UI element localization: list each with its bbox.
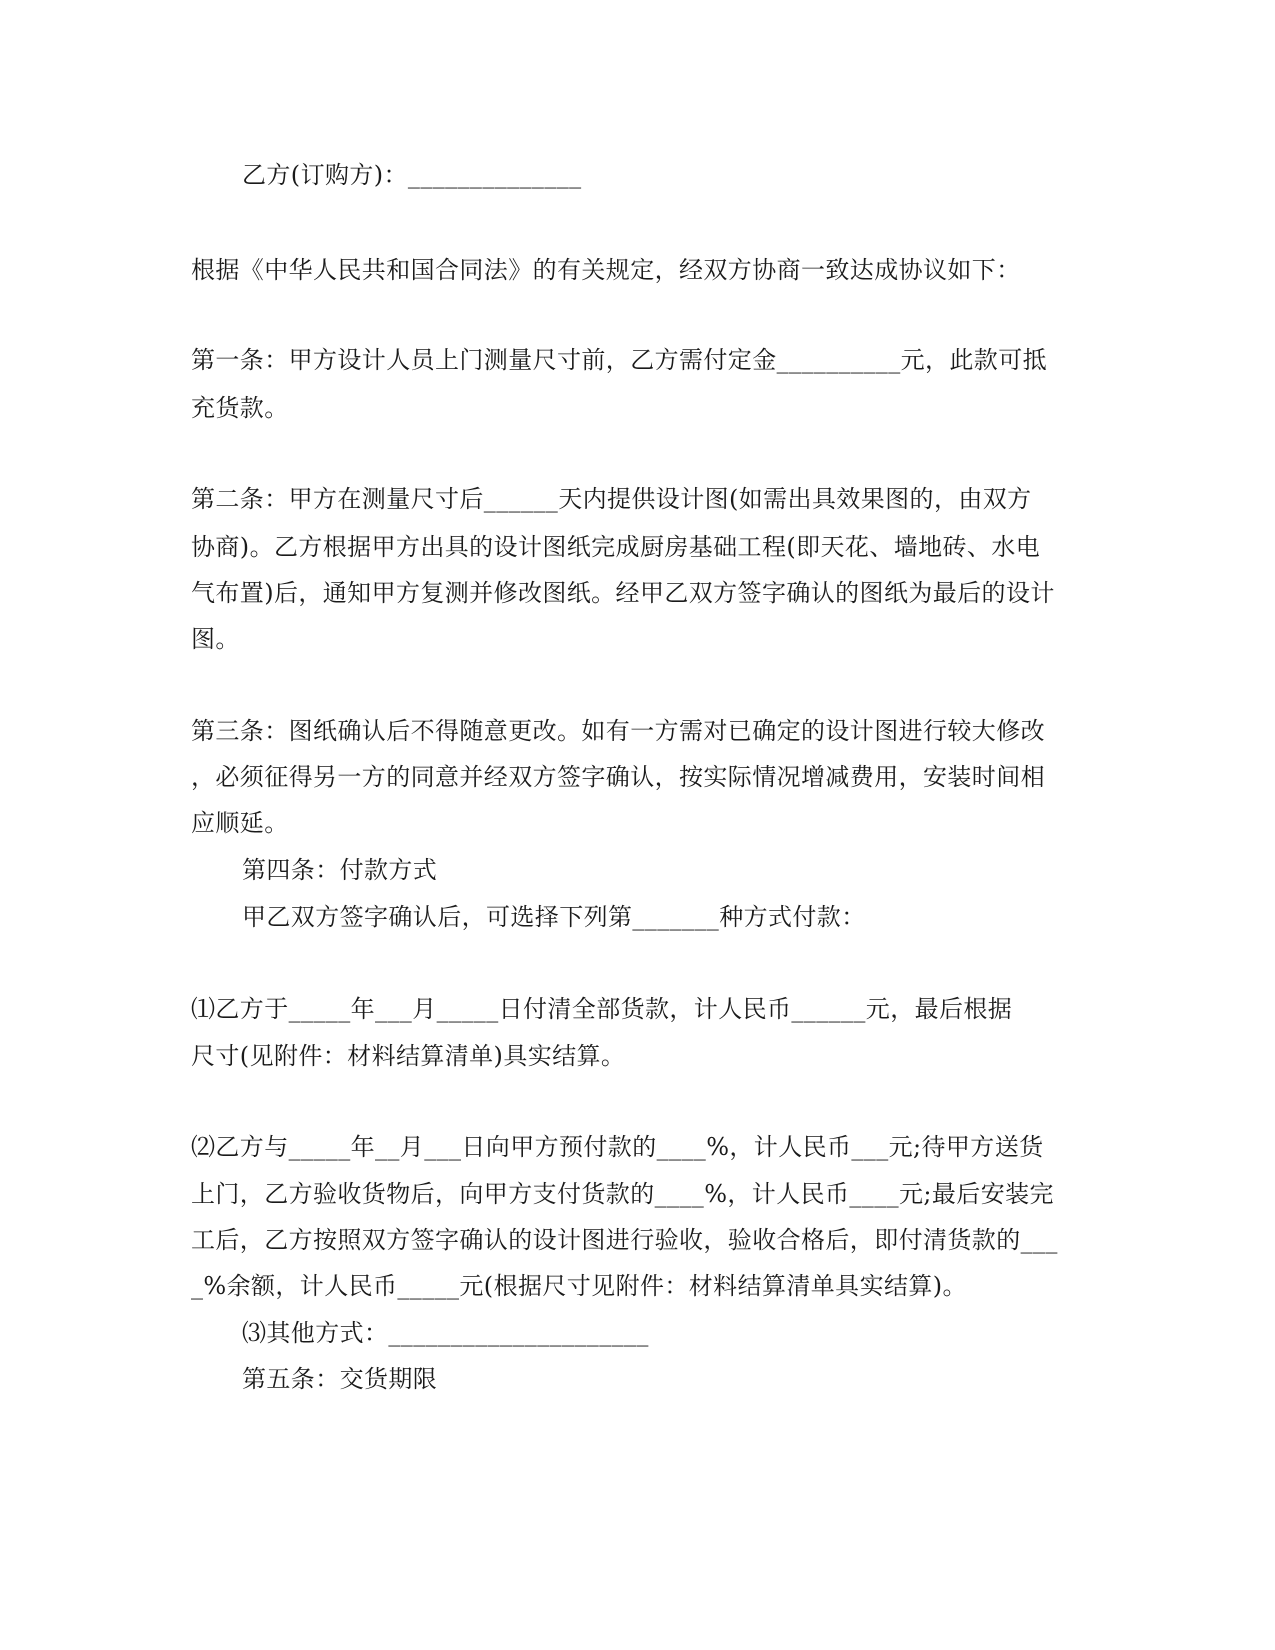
article-4-intro: 甲乙双方签字确认后，可选择下列第_______种方式付款： [242, 903, 866, 931]
preamble-paragraph: 根据《中华人民共和国合同法》的有关规定，经双方协商一致达成协议如下： [191, 256, 1021, 284]
option-1-line-2: 尺寸(见附件：材料结算清单)具实结算。 [191, 1042, 626, 1070]
option-2-line-4: _%余额，计人民币_____元(根据尺寸见附件：材料结算清单具实结算)。 [191, 1272, 967, 1300]
party-b-line: 乙方(订购方)：______________ [242, 161, 582, 189]
option-3-line: ⑶其他方式：_____________________ [242, 1319, 649, 1347]
option-2-line-2: 上门，乙方验收货物后，向甲方支付货款的____%，计人民币____元;最后安装完 [191, 1180, 1054, 1208]
article-2-line-4: 图。 [191, 625, 240, 653]
option-2-line-3: 工后，乙方按照双方签字确认的设计图进行验收，验收合格后，即付清货款的___ [191, 1226, 1058, 1254]
article-2-line-2: 协商)。乙方根据甲方出具的设计图纸完成厨房基础工程(即天花、墙地砖、水电 [191, 533, 1041, 561]
article-2-line-3: 气布置)后，通知甲方复测并修改图纸。经甲乙双方签字确认的图纸为最后的设计 [191, 579, 1055, 607]
article-2-line-1: 第二条：甲方在测量尺寸后______天内提供设计图(如需出具效果图的，由双方 [191, 485, 1032, 513]
article-1-line-2: 充货款。 [191, 394, 289, 422]
article-3-line-2: ，必须征得另一方的同意并经双方签字确认，按实际情况增减费用，安装时间相 [191, 763, 1045, 791]
option-1-line-1: ⑴乙方于_____年___月_____日付清全部货款，计人民币______元，最后根据 [191, 995, 1013, 1023]
article-5-title: 第五条：交货期限 [242, 1365, 438, 1393]
article-4-title: 第四条：付款方式 [242, 856, 438, 884]
article-3-line-3: 应顺延。 [191, 809, 289, 837]
article-1-line-1: 第一条：甲方设计人员上门测量尺寸前，乙方需付定金__________元，此款可抵 [191, 346, 1047, 374]
option-2-line-1: ⑵乙方与_____年__月___日向甲方预付款的____%，计人民币___元;待甲方送货 [191, 1133, 1044, 1161]
article-3-line-1: 第三条：图纸确认后不得随意更改。如有一方需对已确定的设计图进行较大修改 [191, 717, 1045, 745]
